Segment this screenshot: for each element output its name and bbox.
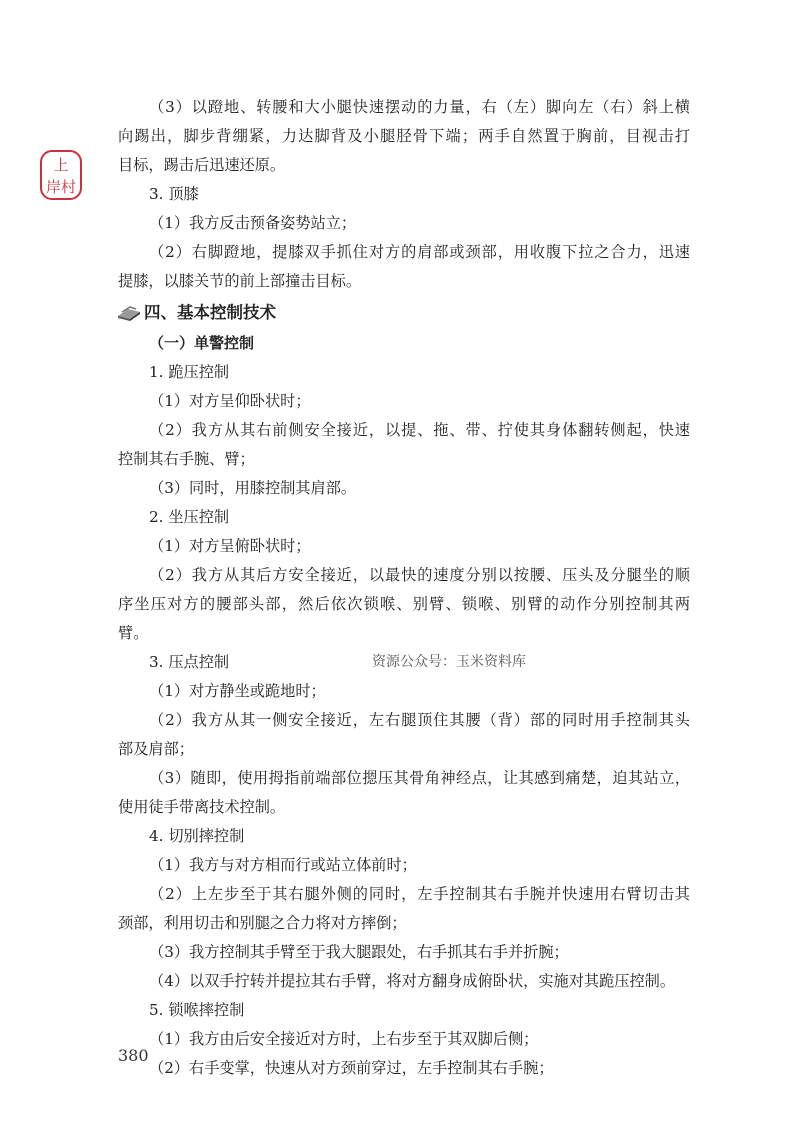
page-number: 380 xyxy=(118,1046,149,1065)
paragraph-line: 目标，踢击后迅速还原。 xyxy=(118,156,286,174)
paragraph-line: （3）以蹬地、转腰和大小腿快速摆动的力量，右（左）脚向左（右）斜上横 xyxy=(149,98,690,116)
watermark: 资源公众号：玉米资料库 xyxy=(372,654,526,670)
paragraph-line: （1）我方反击预备姿势站立； xyxy=(149,214,357,232)
item-heading: 2. 坐压控制 xyxy=(149,508,230,526)
paragraph-line: 序坐压对方的腰部头部，然后依次锁喉、别臂、锁喉、别臂的动作分别控制其两 xyxy=(118,595,690,613)
page-body xyxy=(118,93,690,1083)
subsection-heading: （一）单警控制 xyxy=(149,334,255,352)
paragraph-line: （1）对方呈俯卧状时； xyxy=(149,537,311,555)
paragraph-line: （2）我方从其后方安全接近，以最快的速度分别以按腰、压头及分腿坐的顺 xyxy=(149,566,690,584)
paragraph-line: （2）上左步至于其右腿外侧的同时，左手控制其右手腕并快速用右臂切击其 xyxy=(149,885,690,903)
paragraph-line: 控制其右手腕、臂； xyxy=(118,450,255,468)
paragraph-line: 向踢出，脚步背绷紧，力达脚背及小腿胫骨下端；两手自然置于胸前，目视击打 xyxy=(118,127,690,145)
item-heading: 5. 锁喉摔控制 xyxy=(149,1001,245,1019)
paragraph-line: （3）我方控制其手臂至于我大腿跟处，右手抓其右手并折腕； xyxy=(149,943,569,961)
item-heading: 3. 顶膝 xyxy=(149,185,199,203)
paragraph-line: （2）右脚蹬地，提膝双手抓住对方的肩部或颈部，用收腹下拉之合力，迅速 xyxy=(149,243,690,261)
paragraph-line: 颈部，利用切击和别腿之合力将对方摔倒； xyxy=(118,914,407,932)
paragraph-line: （1）对方呈仰卧状时； xyxy=(149,392,311,410)
paragraph-line: （3）同时，用膝控制其肩部。 xyxy=(149,479,357,497)
seal-stamp: 上 岸村 xyxy=(40,150,82,200)
paragraph-line: （1）我方由后安全接近对方时，上右步至于其双脚后侧； xyxy=(149,1030,539,1048)
paragraph-line: （3）随即，使用拇指前端部位摁压其骨角神经点，让其感到痛楚，迫其站立， xyxy=(149,769,690,787)
paragraph-line: 提膝，以膝关节的前上部撞击目标。 xyxy=(118,272,361,290)
section-heading-text: 四、基本控制技术 xyxy=(144,303,276,322)
paragraph-line: （4）以双手拧转并提拉其右手臂，将对方翻身成俯卧状，实施对其跪压控制。 xyxy=(149,972,676,990)
paragraph-line: 部及肩部； xyxy=(118,740,194,758)
paragraph-line: （2）我方从其一侧安全接近，左右腿顶住其腰（背）部的同时用手控制其头 xyxy=(149,711,690,729)
item-heading: 3. 压点控制 xyxy=(149,653,230,671)
item-heading: 1. 跪压控制 xyxy=(149,363,230,381)
paragraph-line: （1）我方与对方相而行或站立体前时； xyxy=(149,856,417,874)
section-heading xyxy=(116,296,690,329)
item-heading: 4. 切别摔控制 xyxy=(149,827,245,845)
book-icon xyxy=(116,304,142,322)
paragraph-line: 使用徒手带离技术控制。 xyxy=(118,798,286,816)
paragraph-line: （2）我方从其右前侧安全接近，以提、拖、带、拧使其身体翻转侧起，快速 xyxy=(149,421,690,439)
paragraph-line: （1）对方静坐或跪地时； xyxy=(149,682,326,700)
paragraph-line: （2）右手变掌，快速从对方颈前穿过，左手控制其右手腕； xyxy=(149,1059,554,1077)
paragraph-line: 臂。 xyxy=(118,624,149,642)
